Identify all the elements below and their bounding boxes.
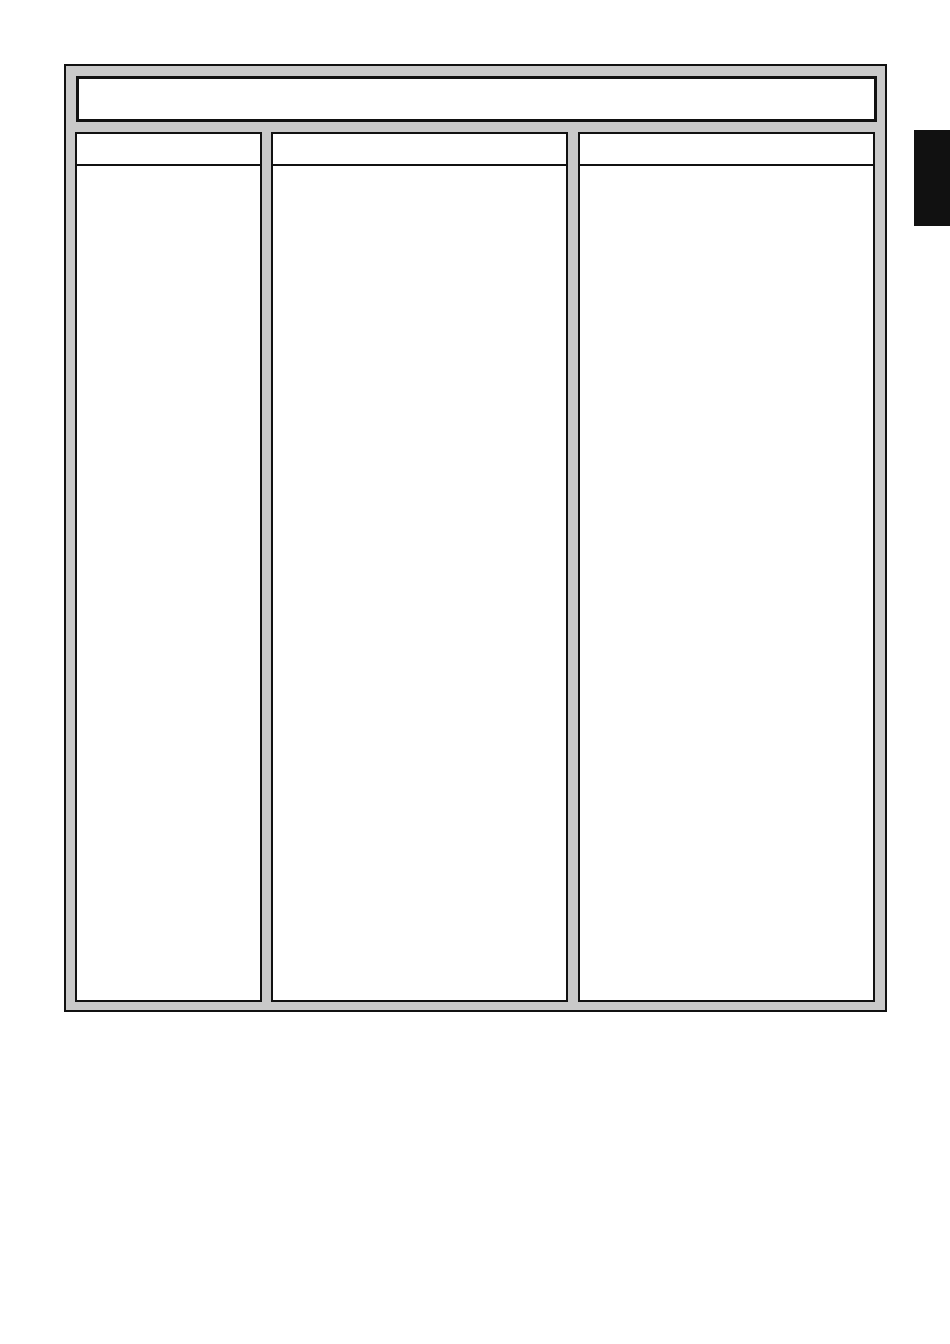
actions-column [578,132,875,1002]
causes-header [273,134,566,166]
symptoms-header [77,134,260,166]
actions-header [580,134,873,166]
page-title [76,76,877,122]
troubleshooting-panel [64,64,887,1012]
language-tab [914,130,950,226]
symptoms-column [75,132,262,1002]
causes-column [271,132,568,1002]
